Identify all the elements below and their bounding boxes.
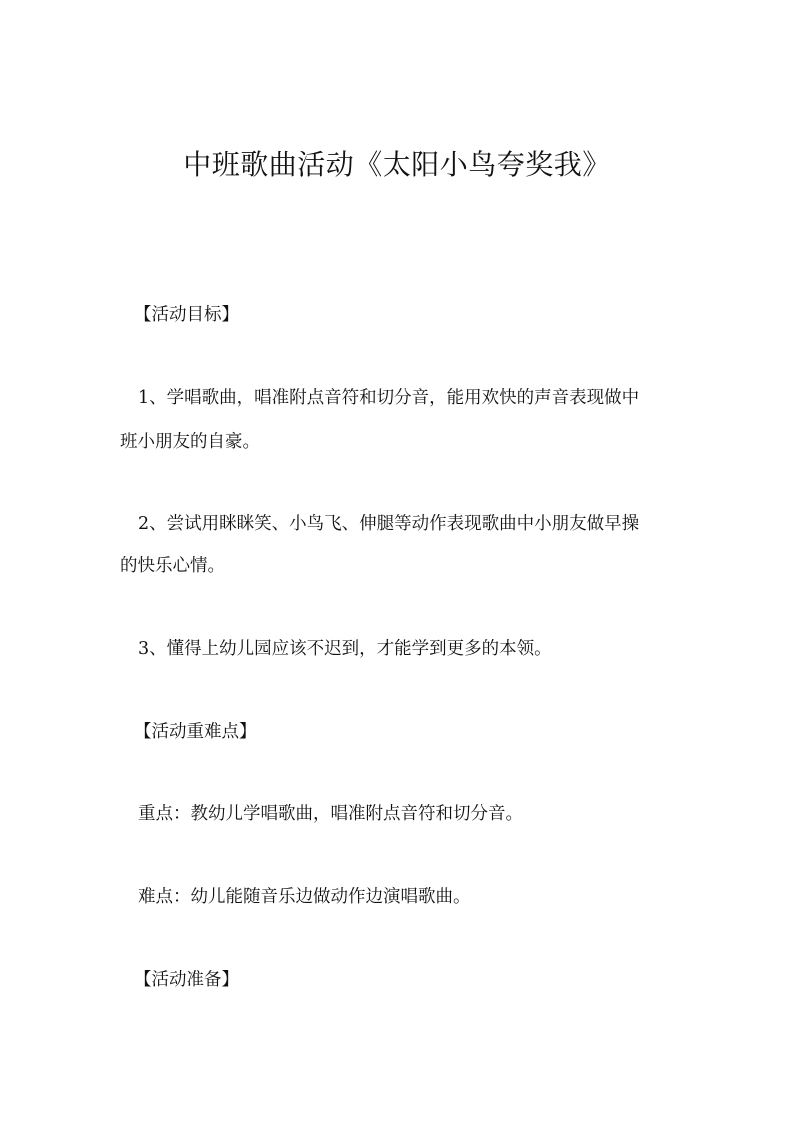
document-title: 中班歌曲活动《太阳小鸟夸奖我》 bbox=[183, 148, 611, 181]
section-heading-key-points: 【活动重难点】 bbox=[134, 722, 257, 742]
section-heading-preparation: 【活动准备】 bbox=[134, 970, 239, 990]
goal-2-line-2: 的快乐心情。 bbox=[120, 556, 225, 576]
goal-1-line-2: 班小朋友的自豪。 bbox=[120, 432, 260, 452]
goal-1-line-1: 1、学唱歌曲，唱准附点音符和切分音，能用欢快的声音表现做中 bbox=[138, 388, 640, 408]
goal-2-line-1: 2、尝试用眯眯笑、小鸟飞、伸腿等动作表现歌曲中小朋友做早操 bbox=[138, 514, 640, 534]
difficult-point: 难点：幼儿能随音乐边做动作边演唱歌曲。 bbox=[138, 887, 471, 907]
key-point: 重点：教幼儿学唱歌曲，唱准附点音符和切分音。 bbox=[138, 804, 523, 824]
goal-3: 3、懂得上幼儿园应该不迟到，才能学到更多的本领。 bbox=[138, 639, 552, 659]
section-heading-goals: 【活动目标】 bbox=[134, 305, 239, 325]
